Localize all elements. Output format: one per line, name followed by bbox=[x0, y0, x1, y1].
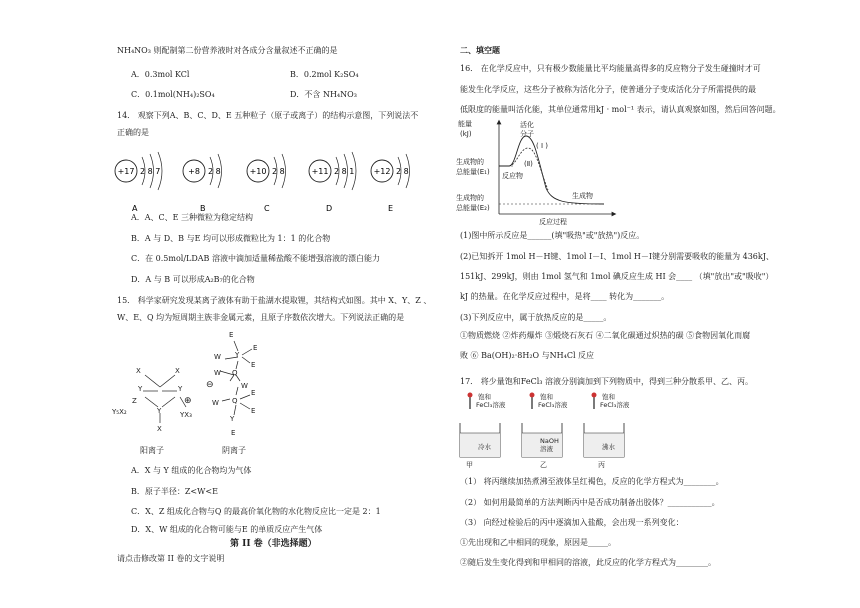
anion-e-right-3: E bbox=[251, 389, 256, 397]
shells-e: 2 8 bbox=[396, 167, 409, 176]
q15-stem-2: W、E、Q 均为短周期主族非金属元素，且原子序数依次增大。下列说法正确的是 bbox=[117, 313, 405, 322]
dropper-label-bing-2: FeCl₃溶液 bbox=[600, 401, 630, 409]
group-yx3: YX₃ bbox=[180, 411, 192, 419]
anion-q-bottom: Q bbox=[232, 397, 238, 405]
atom-x-top-right: X bbox=[175, 367, 180, 375]
q13-tail: NH₄NO₃ 则配制第二份营养液时对各成分含量叙述不正确的是 bbox=[117, 46, 338, 55]
atom-y-bottom: Y bbox=[157, 407, 162, 415]
q15-option-c: C．X、Z 组成化合物与Q 的最高价氧化物的水化物反应比一定是 2：1 bbox=[131, 507, 381, 516]
atom-e bbox=[371, 154, 410, 213]
letter-d: D bbox=[326, 204, 333, 213]
anion-e-bottom: E bbox=[231, 429, 236, 437]
atom-b bbox=[183, 154, 222, 213]
e1-label-2: 总能量(E₁) bbox=[456, 168, 490, 176]
anion-q-top: Q bbox=[232, 369, 238, 377]
q14-option-c: C．在 0.5mol/LDAB 溶液中滴加适量稀盐酸不能增强溶液的漂白能力 bbox=[131, 254, 380, 263]
anion-e-top: E bbox=[229, 331, 234, 339]
q16-sub-2: (2)已知拆开 1mol H－H键、1mol I－I、1mol H－I键分别需要吸收的能量为 436kJ、 bbox=[460, 252, 774, 261]
curve-1-label: ( I ) bbox=[536, 142, 548, 150]
beaker-bing bbox=[584, 392, 630, 469]
group-y5x2: Y₅X₂ bbox=[112, 408, 127, 416]
q17-sub-2: （2） 如何用最简单的方法判断丙中是否成功制备出胶体？___________。 bbox=[460, 498, 720, 507]
beakers-diagram bbox=[458, 391, 658, 471]
beaker-name-jia: 甲 bbox=[466, 461, 473, 469]
q15-option-b: B．原子半径：Z<W<E bbox=[131, 487, 218, 496]
beaker-content-yi-2: 溶液 bbox=[540, 445, 553, 453]
dropper-label-bing: 饱和 bbox=[602, 393, 615, 401]
nucleus-b-charge: +8 bbox=[188, 167, 200, 176]
y-axis-unit: (kJ) bbox=[460, 130, 472, 138]
q14-stem-2: 正确的是 bbox=[117, 128, 149, 137]
cation-ring bbox=[111, 367, 192, 433]
activated-label-2: 分子 bbox=[520, 130, 534, 138]
x-axis-label: 反应过程 bbox=[539, 218, 567, 226]
reactant-label: 反应物 bbox=[502, 172, 523, 180]
q16-sub-4: kJ 的热量。在化学反应过程中，是将____ 转化为_______。 bbox=[460, 292, 670, 301]
section-2-note: 请点击修改第 II 卷的文字说明 bbox=[117, 554, 225, 563]
q14-stem: 14． 观察下列A、B、C、D、E 五种粒子（原子或离子）的结构示意图，下列说法不 bbox=[117, 111, 419, 120]
fill-section-title: 二、填空题 bbox=[460, 45, 500, 55]
nucleus-d-charge: +11 bbox=[311, 167, 329, 176]
shells-a: 2 8 7 bbox=[140, 167, 161, 176]
anion-e-right: E bbox=[253, 344, 258, 352]
q17-sub-1: （1） 将丙继续加热煮沸至液体呈红褐色，反应的化学方程式为________。 bbox=[460, 477, 724, 486]
section-2-title: 第 II 卷（非选择题） bbox=[230, 539, 317, 549]
anion-label: 阴离子 bbox=[222, 446, 246, 455]
anion-w-left: W bbox=[214, 353, 221, 361]
y-axis-label: 能量 bbox=[458, 120, 472, 128]
energy-diagram bbox=[454, 118, 624, 228]
atom-x-bottom: X bbox=[157, 425, 162, 433]
nucleus-a-charge: +17 bbox=[117, 167, 135, 176]
q16-sub-7: 败 ⑥ Ba(OH)₂·8H₂O 与NH₄Cl 反应 bbox=[460, 351, 595, 360]
beaker-yi bbox=[522, 392, 568, 469]
q14-option-b: B．A 与 D、B 与E 均可以形成微粒比为 1：1 的化合物 bbox=[131, 234, 331, 243]
q16-stem-1: 16． 在化学反应中，只有极少数能量比平均能量高得多的反应物分子发生碰撞时才可 bbox=[460, 64, 761, 73]
dropper-label-jia-2: FeCl₃溶液 bbox=[476, 401, 506, 409]
nucleus-c-charge: +10 bbox=[249, 167, 267, 176]
ionic-liquid-structure bbox=[110, 325, 310, 460]
q17-sub-5: ②随后发生变化得到和甲相同的溶液，此反应的化学方程式为________。 bbox=[460, 558, 716, 567]
q17-sub-3: （3） 向经过检验后的丙中逐滴加入盐酸，会出现一系列变化： bbox=[460, 518, 684, 527]
dropper-label-yi: 饱和 bbox=[540, 393, 553, 401]
anion bbox=[206, 331, 257, 437]
q16-sub-1: (1)图中所示反应是______(填"吸热"或"放热")反应。 bbox=[460, 231, 645, 240]
shells-b: 2 8 bbox=[208, 167, 221, 176]
curve-2 bbox=[509, 148, 548, 190]
cation-charge: ⊕ bbox=[184, 396, 192, 406]
curve-2-label: (Ⅱ) bbox=[524, 160, 533, 168]
q16-sub-6: ①物质燃烧 ②炸药爆炸 ③煅烧石灰石 ④二氧化碳通过炽热的碳 ⑤食物因氧化而腐 bbox=[460, 331, 751, 340]
q17-sub-4: ①先出现和乙中相同的现象，原因是_____。 bbox=[460, 538, 616, 547]
letter-e: E bbox=[388, 204, 394, 213]
anion-e-right-2: E bbox=[251, 361, 256, 369]
anion-w-mid-2: W bbox=[241, 382, 248, 390]
q16-stem-3: 低限度的能量叫活化能，其单位通常用kJ · mol⁻¹ 表示，请认真观察如图，然后回答问题。 bbox=[460, 105, 781, 114]
product-label: 生成物 bbox=[572, 192, 593, 200]
anion-w-mid: W bbox=[214, 369, 221, 377]
anion-w-left-2: W bbox=[212, 399, 219, 407]
atom-x-top-left: X bbox=[136, 367, 141, 375]
q13-option-d: D．不含 NH₄NO₃ bbox=[290, 90, 357, 99]
beaker-content-yi: NaOH bbox=[540, 437, 559, 445]
q15-option-d: D．X、W 组成的化合物可能与E 的单质反应产生气体 bbox=[131, 525, 323, 534]
cation-label: 阳离子 bbox=[140, 446, 164, 455]
atom-a bbox=[115, 152, 162, 213]
q14-option-d: D．A 与 B 可以形成A₂B₇的化合物 bbox=[131, 275, 255, 284]
letter-b: B bbox=[200, 204, 206, 213]
anion-y-bottom: Y bbox=[230, 415, 235, 423]
beaker-name-bing: 丙 bbox=[598, 461, 605, 469]
q13-option-b: B．0.2mol K₂SO₄ bbox=[290, 70, 359, 79]
activated-label: 活化 bbox=[520, 121, 534, 129]
beaker-name-yi: 乙 bbox=[540, 461, 547, 469]
q17-stem: 17． 将少量饱和FeCl₃ 溶液分别滴加到下列物质中，得到三种分散系甲、乙、丙。 bbox=[460, 377, 753, 386]
q14-option-a: A．A、C、E 三种微粒为稳定结构 bbox=[131, 213, 254, 222]
atom-z: Z bbox=[132, 397, 137, 405]
q15-option-a: A．X 与 Y 组成的化合物均为气体 bbox=[131, 466, 252, 475]
beaker-content-jia: 冷水 bbox=[478, 443, 491, 451]
q16-sub-3: 151kJ、299kJ，则由 1mol 氢气和 1mol 碘反应生成 HI 会____ （填"放出"或"吸收"） bbox=[460, 272, 774, 281]
shells-c: 2 8 bbox=[272, 167, 285, 176]
anion-charge: ⊖ bbox=[206, 380, 214, 390]
q13-option-c: C．0.1mol(NH₄)₂SO₄ bbox=[131, 90, 215, 99]
e2-label: 生成物的 bbox=[456, 194, 484, 202]
shells-d: 2 8 1 bbox=[334, 167, 355, 176]
letter-a: A bbox=[132, 204, 138, 213]
anion-y-top: Y bbox=[235, 351, 240, 359]
q15-stem: 15． 科学家研究发现某离子液体有助于盐湖水提取锂，其结构式如图。其中 X、Y、Z 、 bbox=[117, 296, 432, 305]
beaker-content-bing: 沸水 bbox=[602, 443, 615, 451]
atomic-structure-diagrams bbox=[110, 146, 430, 213]
right-column bbox=[430, 0, 860, 608]
letter-c: C bbox=[264, 204, 270, 213]
nucleus-e-charge: +12 bbox=[373, 167, 391, 176]
atom-y-left: Y bbox=[138, 385, 143, 393]
dropper-label-yi-2: FeCl₃溶液 bbox=[538, 401, 568, 409]
atom-y-right: Y bbox=[178, 385, 183, 393]
atom-c bbox=[247, 154, 286, 213]
q16-sub-5: (3)下列反应中，属于放热反应的是_____。 bbox=[460, 313, 612, 322]
e2-label-2: 总能量(E₂) bbox=[456, 204, 490, 212]
beaker-jia bbox=[460, 392, 506, 469]
q13-option-a: A．0.3mol KCl bbox=[131, 70, 190, 79]
atom-d bbox=[309, 152, 356, 213]
dropper-label-jia: 饱和 bbox=[478, 393, 491, 401]
e1-label: 生成物的 bbox=[456, 158, 484, 166]
q16-stem-2: 能发生化学反应，这些分子被称为活化分子，使普通分子变成活化分子所需提供的最 bbox=[460, 85, 756, 94]
anion-e-right-4: E bbox=[251, 407, 256, 415]
